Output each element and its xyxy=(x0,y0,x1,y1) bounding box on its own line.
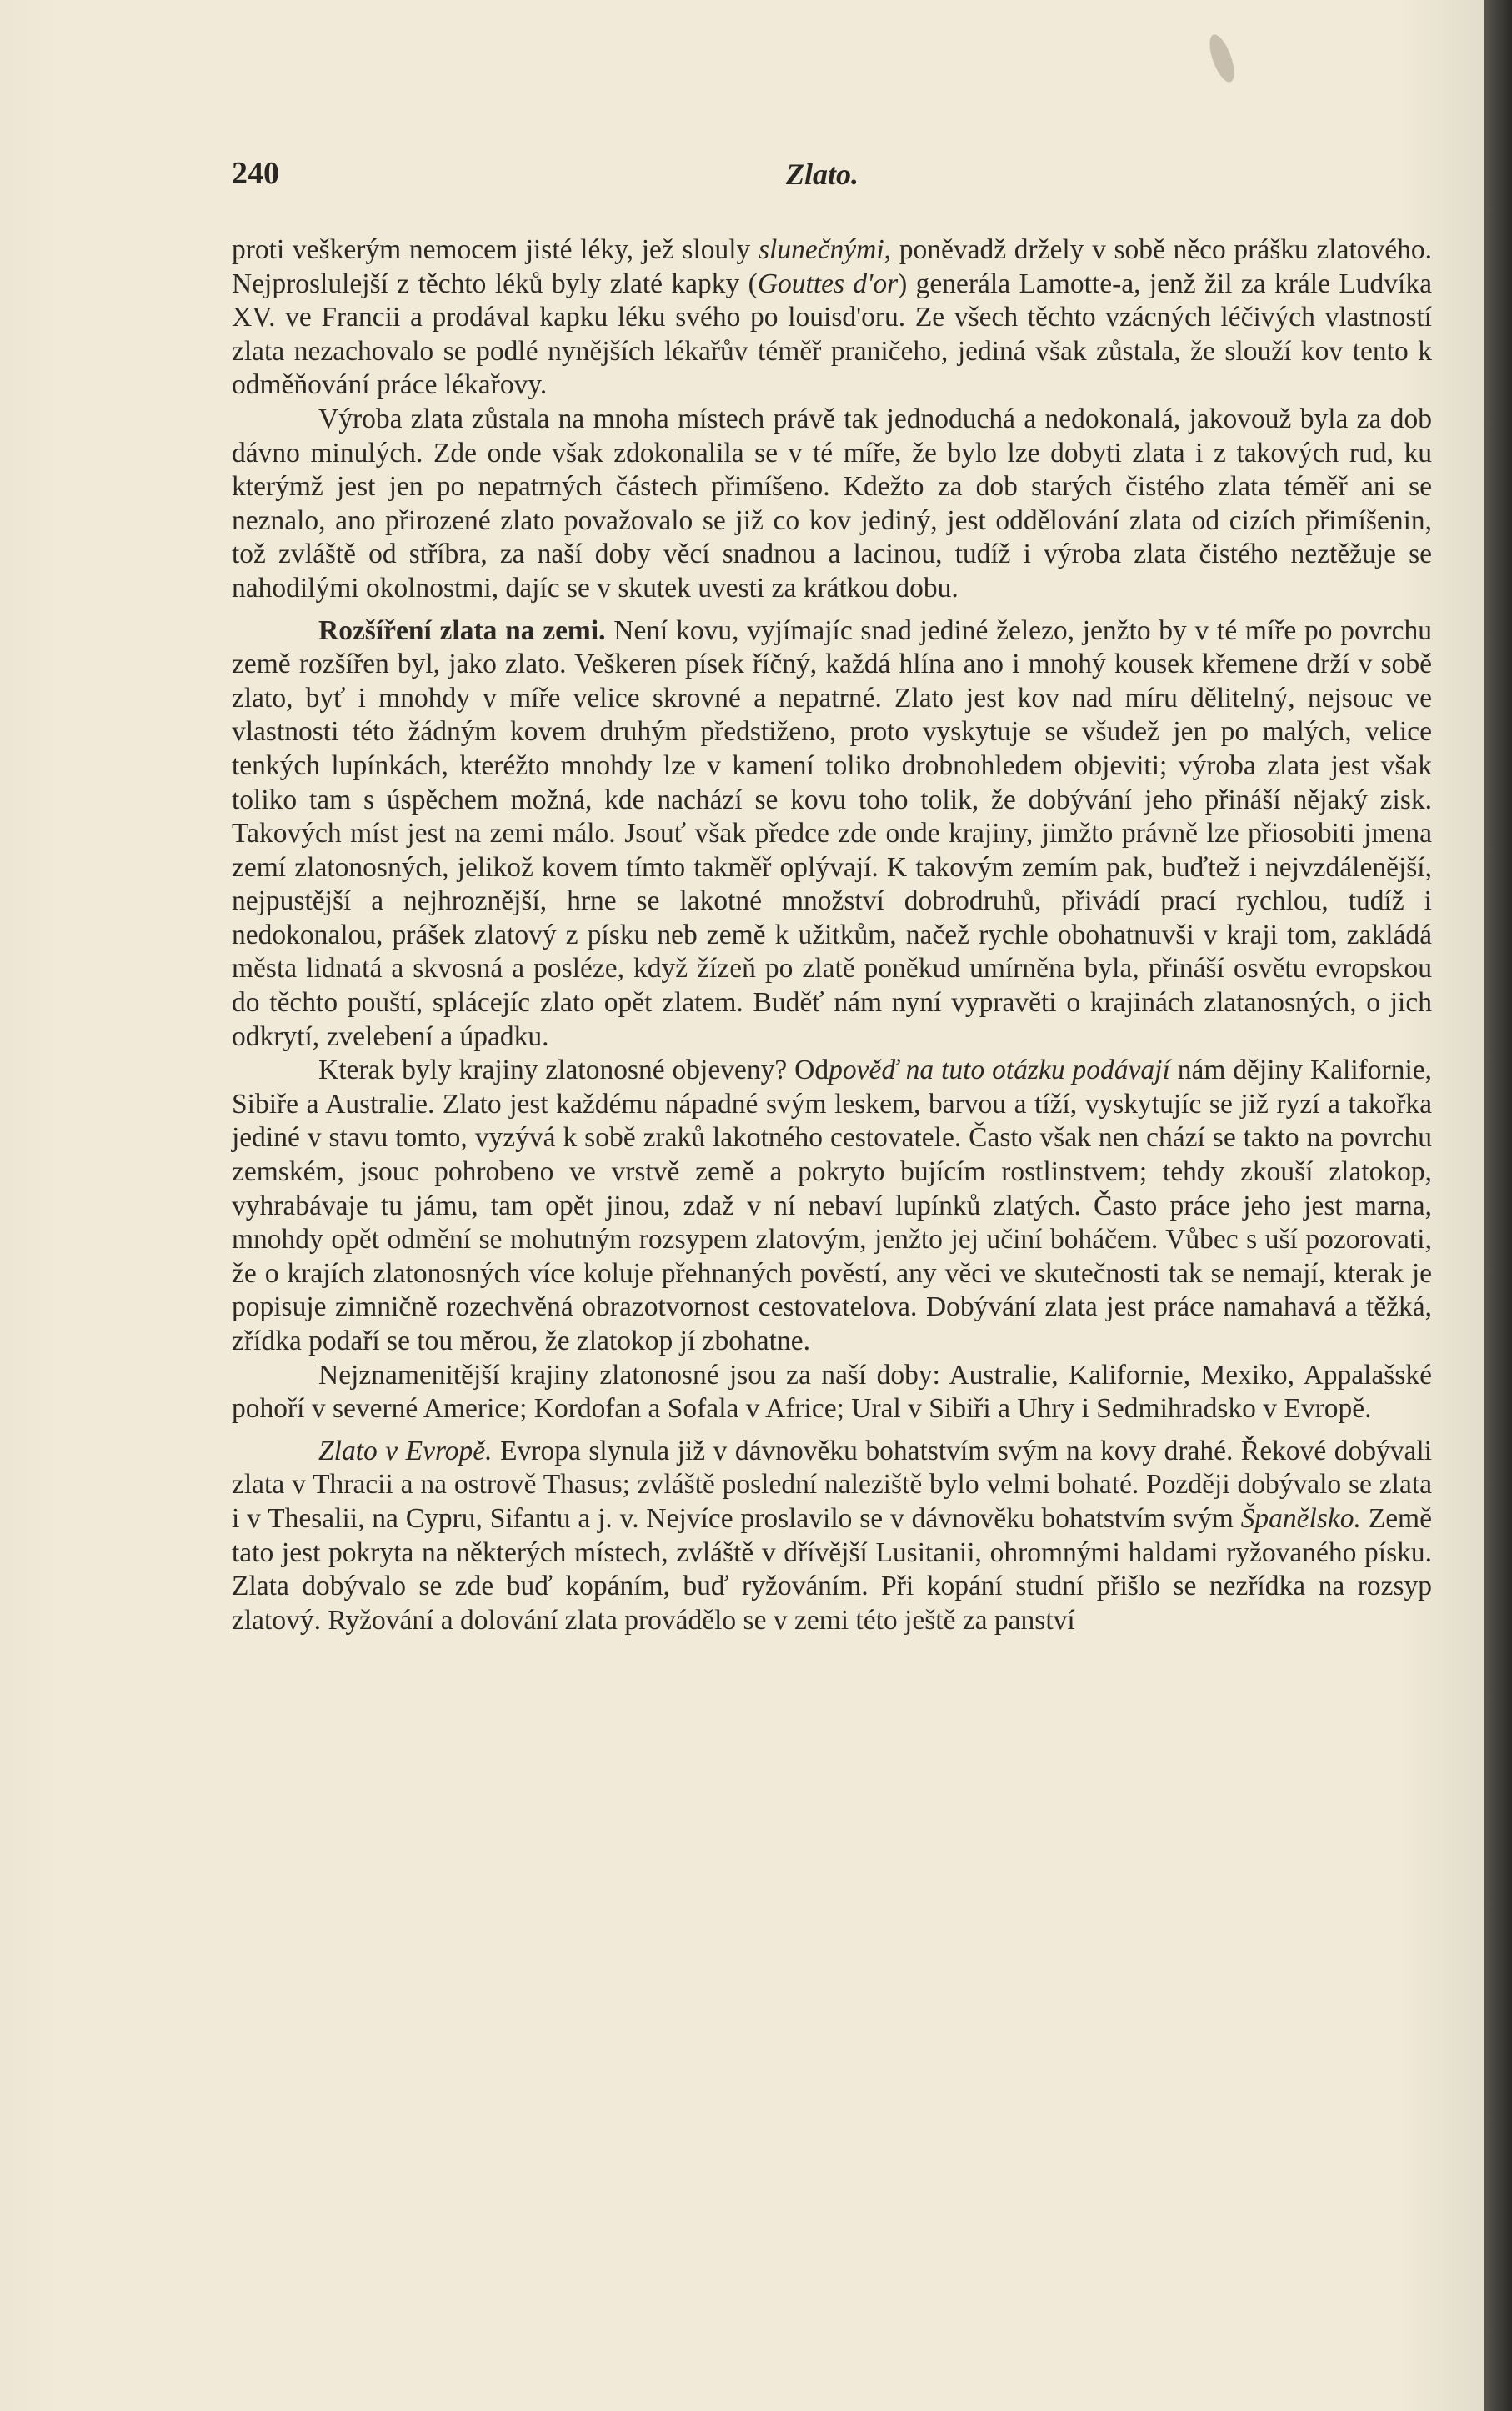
page-smudge xyxy=(1204,32,1239,85)
paragraph-5 xyxy=(232,1359,1432,1426)
page-number: 240 xyxy=(232,156,279,191)
paragraph-text: ) generála Lamotte-a, jenž žil za krále Ludvíka XV. ve Francii a prodával kapku léku svého po louisd'oru. Ze všech těchto vzácných léčivých vlastností zlata nezachovalo se podlé nynějších lékařův téměř praničeho, jediná však zůstala, že slouží kov tento k odměňování práce lékařovy. xyxy=(232,268,1432,401)
paragraph-1 xyxy=(232,233,1432,403)
paragraph-4 xyxy=(232,1054,1432,1358)
paragraph-text: Nejznamenitější krajiny zlatonosné jsou za naší doby: Australie, Kalifornie, Mexiko, Appalašské pohoří v severné Americe; Kordofan a Sofala v Africe; Ural v Sibiři a Uhry i Sedmihradsko v Evropě. xyxy=(232,1359,1432,1425)
paragraph-text: Kterak byly krajiny zlatonosné objeveny? Od xyxy=(318,1055,829,1086)
page-header xyxy=(232,155,1432,205)
italic-term: pověď na tuto otázku podávají xyxy=(829,1055,1170,1086)
paragraph-text: Země tato jest pokryta na některých místech, zvláště v dřívější Lusitanii, ohromnými haldami ryžovaného písku. Zlata dobývalo se zde buď kopáním, buď ryžováním. Při kopání studní přišlo se nezřídka na rozsyp zlatový. Ryžování a dolování zlata provádělo se v zemi této ještě za panství xyxy=(232,1502,1432,1636)
section-heading: Zlato v Evropě. xyxy=(318,1435,493,1466)
paragraph-3 xyxy=(232,614,1432,1055)
paragraph-text: proti veškerým nemocem jisté léky, jež slouly xyxy=(232,234,759,265)
paragraph-text: nám dějiny Kalifornie, Sibiře a Australie. Zlato jest každému nápadné svým leskem, barvou a tíží, vyskytujíc se již ryzí a takořka jediné v stavu tomto, vyzývá k sobě zraků lakotného cestovatele. Často však nen chází se takto na povrchu zemském, jsouc pohrobeno ve vrstvě země a pokryto bujícím rostlinstvem; tehdy zkouší zlatokop, vyhrabávaje tu jámu, tam opět jinou, zdaž v ní nebaví lupínků zlatých. Často práce jeho jest marna, mnohdy opět odmění se mohutným rozsypem zlatovým, jenžto jej učiní boháčem. Vůbec s uší pozorovati, že o krajích zlatonosných více koluje přehnaných pověstí, any věci ve skutečnosti tak se nemají, kterak je popisuje zimničně rozechvěná obrazotvornost cestovatelova. Dobývání zlata jest práce namahavá a těžká, zřídka podaří se tou měrou, že zlatokop jí zbohatne. xyxy=(232,1055,1432,1356)
body-text xyxy=(232,233,1432,1637)
paragraph-6 xyxy=(232,1435,1432,1638)
page-edge xyxy=(1484,0,1512,2411)
italic-term: Španělsko. xyxy=(1240,1502,1361,1534)
running-title: Zlato. xyxy=(786,158,859,191)
section-heading: Rozšíření zlata na zemi. xyxy=(318,614,606,646)
italic-term: slunečnými xyxy=(758,234,884,265)
paragraph-text: Evropa slynula již v dávnověku bohatstvím svým na kovy drahé. Řekové dobývali zlata v Thracii a na ostrově Thasus; zvláště poslední naleziště bylo velmi bohaté. Později dobývalo se zlata i v Thesalii, na Cypru, Sifantu a j. v. Nejvíce proslavilo se v dávnověku bohatstvím svým xyxy=(232,1435,1433,1534)
paragraph-text: Není kovu, vyjímajíc snad jediné železo, jenžto by v té míře po povrchu země rozšířen byl, jako zlato. Veškeren písek říčný, každá hlína ano i mnohý kousek křemene drží v sobě zlato, byť i mnohdy v míře velice skrovné a nepatrné. Zlato jest kov nad míru dělitelný, nejsouc ve vlastnosti této žádným kovem druhým předstiženo, proto vyskytuje se všudež jen po malých, velice tenkých lupínkách, kteréžto mnohdy lze v kamení toliko drobnohledem objeviti; výroba zlata jest však toliko tam s úspěchem možná, kde nachází se kovu toho tolik, že dobývání jeho přináší nějaký zisk. Takových míst jest na zemi málo. Jsouť však předce zde onde krajiny, jimžto právně lze přiosobiti jmena zemí zlatonosných, jelikož kovem tímto takměř oplývají. K takovým zemím pak, buďtež i nejvzdálenější, nejpustější a nejhroznější, hrne se lakotné množství dobrodruhů, přivádí prací rychlou, tudíž i nedokonalou, prášek zlatový z písku neb země k užitkům, načež rychle obohatnuvši v kraji tom, zakládá města lidnatá a skvosná a posléze, když žízeň po zlatě poněkud umírněna byla, přináší osvětu evropskou do těchto pouští, splácejíc zlato opět zlatem. Buděť nám nyní vypravěti o krajinách zlatanosných, o jich odkrytí, zvelebení a úpadku. xyxy=(232,614,1432,1052)
paragraph-text: , poněvadž držely v sobě něco prášku zlatového. Nejproslulejší z těchto léků byly zlaté kapky ( xyxy=(232,234,1432,299)
italic-term: Gouttes d'or xyxy=(757,268,899,299)
paragraph-2 xyxy=(232,403,1432,606)
paragraph-text: Výroba zlata zůstala na mnoha místech právě tak jednoduchá a nedokonalá, jakovouž byla za dob dávno minulých. Zde onde však zdokonalila se v té míře, že bylo lze dobyti zlata i z takových rud, ku kterýmž jest jen po nepatrných částech přimíšeno. Kdežto za dob starých čistého zlata téměř ani se neznalo, ano přirozené zlato považovalo se již co kov jediný, jest oddělování zlata od cizích přimíšenin, tož zvláště od stříbra, za naší doby věcí snadnou a lacinou, tudíž i výroba zlata čistého neztěžuje se nahodilými okolnostmi, dajíc se v skutek uvesti za krátkou dobu. xyxy=(232,403,1432,604)
